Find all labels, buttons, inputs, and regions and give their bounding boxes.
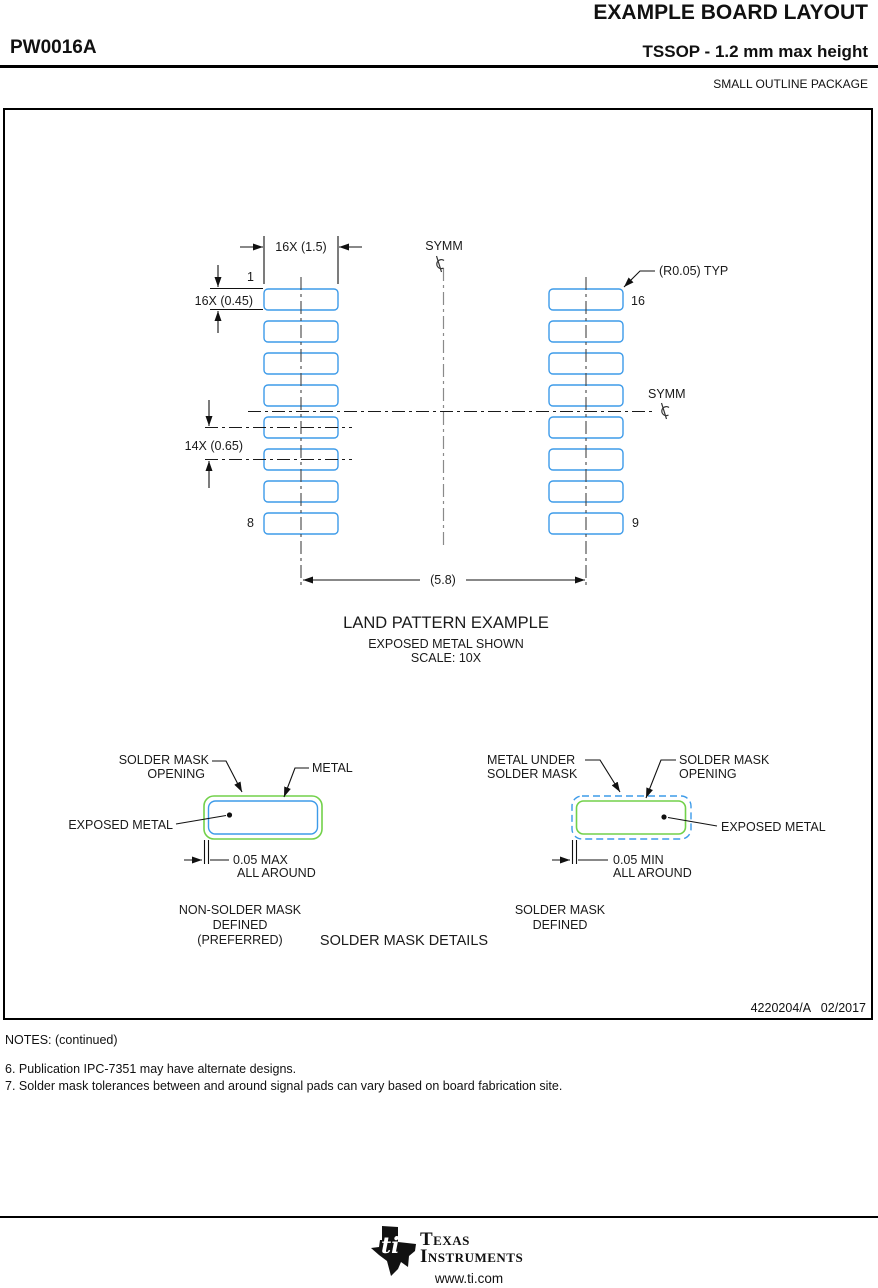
left-clearance-dim-line1: 0.05 MAX — [233, 853, 288, 867]
notes-heading: NOTES: (continued) — [5, 1033, 118, 1047]
left-detail-metal-pad-outline — [209, 801, 318, 834]
right-metal-under-label-line1: METAL UNDER — [487, 753, 576, 767]
right-metal-under-label-line2: SOLDER MASK — [487, 767, 578, 781]
left-clearance-dim-line2: ALL AROUND — [237, 866, 316, 880]
right-detail-exposed-metal-dot — [661, 814, 666, 819]
right-solder-mask-opening-label-line1: SOLDER MASK — [679, 753, 770, 767]
note-item-7: 7. Solder mask tolerances between and around signal pads can vary based on board fabrication site. — [5, 1079, 563, 1093]
ti-texas-logo-icon — [371, 1226, 416, 1276]
right-exposed-metal-label: EXPOSED METAL — [721, 820, 826, 834]
dim-pad-width-label: 16X (0.45) — [194, 294, 253, 308]
land-pattern-subtitle2: SCALE: 10X — [410, 651, 482, 665]
brand-name-line2: Instruments — [420, 1246, 524, 1267]
right-clearance-dim-line2: ALL AROUND — [613, 866, 692, 880]
corner-radius-label: (R0.05) TYP — [659, 264, 729, 278]
symm-top-label: SYMM — [425, 239, 463, 253]
left-solder-mask-opening-label-line2: OPENING — [147, 767, 205, 781]
right-detail-metal-under-mask-outline — [572, 796, 691, 839]
land-pattern-title: LAND PATTERN EXAMPLE — [343, 614, 549, 632]
pin-1-label: 1 — [247, 270, 254, 284]
note-item-6: 6. Publication IPC-7351 may have alternate designs. — [5, 1062, 297, 1076]
left-solder-mask-opening-label-line1: SOLDER MASK — [118, 753, 209, 767]
left-detail-solder-mask-opening-outline — [204, 796, 322, 839]
footer-rule — [0, 1216, 878, 1218]
right-caption-line2: DEFINED — [532, 918, 588, 932]
left-caption-line3: (PREFERRED) — [197, 933, 283, 947]
pin-8-label: 8 — [247, 516, 254, 530]
pin-9-label: 9 — [632, 516, 639, 530]
brand-name-line1: Texas — [420, 1229, 470, 1250]
right-caption-line1: SOLDER MASK — [514, 903, 606, 917]
corner-radius-leader — [624, 271, 655, 287]
left-metal-label: METAL — [312, 761, 353, 775]
left-exposed-metal-label: EXPOSED METAL — [68, 818, 173, 832]
land-pattern-subtitle1: EXPOSED METAL SHOWN — [368, 637, 524, 651]
page-title: EXAMPLE BOARD LAYOUT — [593, 1, 868, 24]
left-caption-line2: DEFINED — [212, 918, 268, 932]
svg-text:ti: ti — [381, 1233, 400, 1259]
solder-mask-details-title: SOLDER MASK DETAILS — [319, 933, 489, 949]
left-detail-exposed-metal-dot — [227, 812, 232, 817]
right-detail-caption — [460, 903, 660, 933]
symm-right-label: SYMM — [648, 387, 686, 401]
dim-span-label: (5.8) — [430, 573, 456, 587]
left-caption-line1: NON-SOLDER MASK — [178, 903, 302, 917]
centerline-symbol-icon — [662, 403, 670, 419]
centerlines — [205, 268, 652, 585]
dim-pad-length-label: 16X (1.5) — [275, 240, 327, 254]
ti-website-link[interactable]: www.ti.com — [434, 1271, 504, 1286]
pin-16-label: 16 — [631, 294, 645, 308]
package-family: SMALL OUTLINE PACKAGE — [713, 77, 868, 91]
dim-pitch-label: 14X (0.65) — [184, 439, 243, 453]
centerline-symbol-icon — [437, 256, 445, 272]
document-number: 4220204/A 02/2017 — [750, 1001, 866, 1015]
package-code: PW0016A — [10, 37, 97, 58]
package-description: TSSOP - 1.2 mm max height — [642, 42, 868, 61]
right-clearance-dim-line1: 0.05 MIN — [613, 853, 664, 867]
right-solder-mask-opening-label-line2: OPENING — [679, 767, 737, 781]
